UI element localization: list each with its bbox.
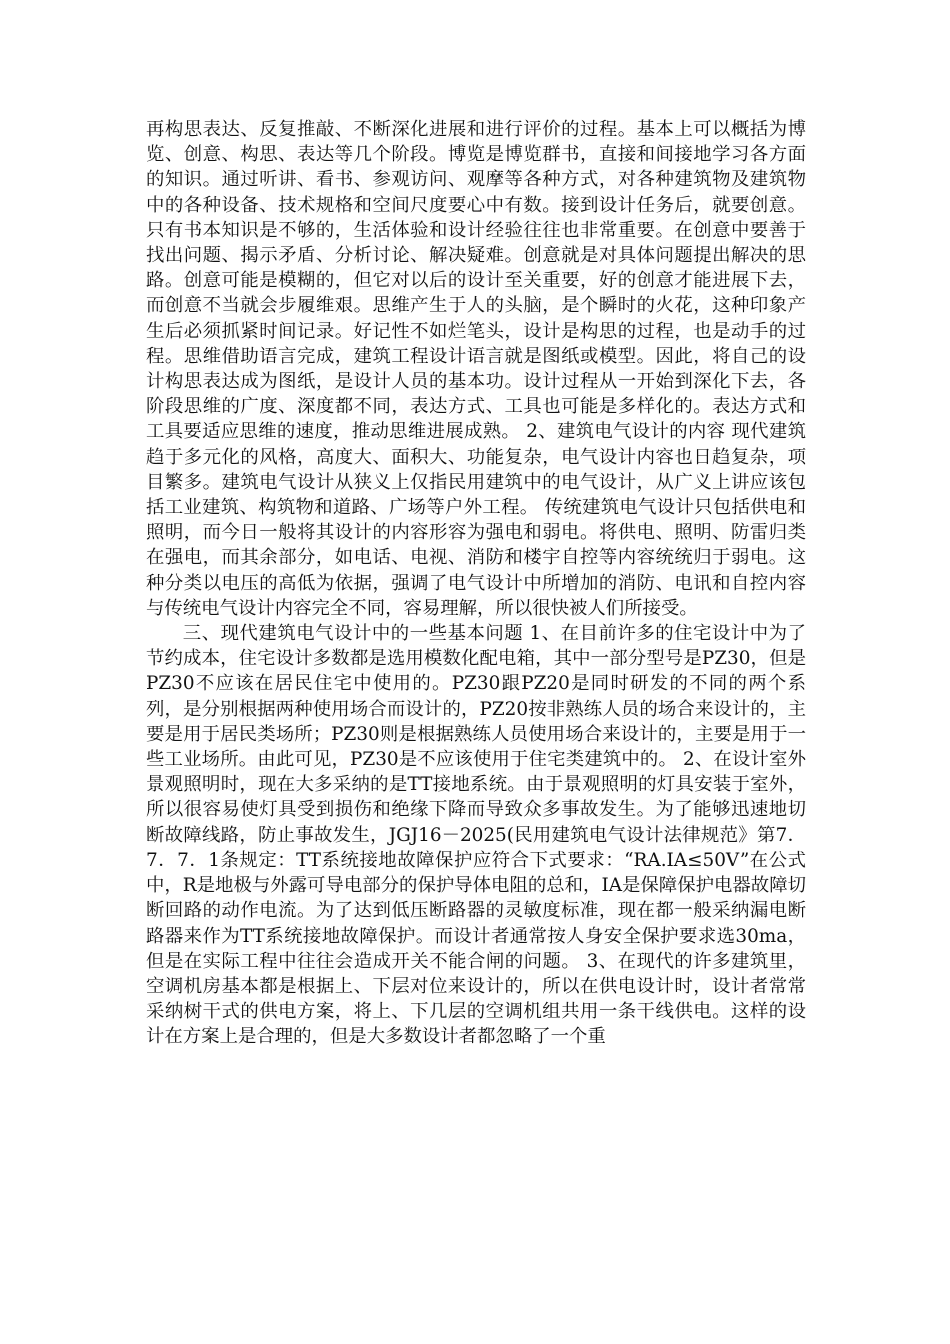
body-text xyxy=(146,117,806,1050)
paragraph-design-process: 再构思表达、反复推敲、不断深化进展和进行评价的过程。基本上可以概括为博览、创意、构思、表达等几个阶段。博览是博览群书，直接和间接地学习各方面的知识。通过听讲、看书、参观访问、观摩等各种方式，对各种建筑物及建筑物中的各种设备、技术规格和空间尺度要心中有数。接到设计任务后，就要创意。只有书本知识是不够的，生活体验和设计经验往往也非常重要。在创意中要善于找出问题、揭示矛盾、分析讨论、解决疑难。创意就是对具体问题提出解决的思路。创意可能是模糊的，但它对以后的设计至关重要，好的创意才能进展下去，而创意不当就会步履维艰。思维产生于人的头脑，是个瞬时的火花，这种印象产生后必须抓紧时间记录。好记性不如烂笔头，设计是构思的过程，也是动手的过程。思维借助语言完成，建筑工程设计语言就是图纸或模型。因此，将自己的设计构思表达成为图纸，是设计人员的基本功。设计过程从一开始到深化下去，各阶段思维的广度、深度都不同，表达方式、工具也可能是多样化的。表达方式和工具要适应思维的速度，推动思维进展成熟。 2、建筑电气设计的内容 现代建筑趋于多元化的风格，高度大、面积大、功能复杂，电气设计内容也日趋复杂，项目繁多。建筑电气设计从狭义上仅指民用建筑中的电气设计，从广义上讲应该包括工业建筑、构筑物和道路、广场等户外工程。 传统建筑电气设计只包括供电和照明，而今日一般将其设计的内容形容为强电和弱电。将供电、照明、防雷归类在强电，而其余部分，如电话、电视、消防和楼宇自控等内容统统归于弱电。这种分类以电压的高低为依据，强调了电气设计中所增加的消防、电讯和自控内容与传统电气设计内容完全不同，容易理解，所以很快被人们所接受。 xyxy=(146,119,806,619)
paragraph-basic-problems: 三、现代建筑电气设计中的一些基本问题 1、在目前许多的住宅设计中为了节约成本，住宅设计多数都是选用模数化配电箱，其中一部分型号是PZ30，但是PZ30不应该在居民住宅中使用的。PZ30跟PZ20是同时研发的不同的两个系列，是分别根据两种使用场合而设计的，PZ20按非熟练人员的场合来设计的，主要是用于居民类场所；PZ30则是根据熟练人员使用场合来设计的，主要是用于一些工业场所。由此可见，PZ30是不应该使用于住宅类建筑中的。 2、在设计室外景观照明时，现在大多采纳的是TT接地系统。由于景观照明的灯具安装于室外，所以很容易使灯具受到损伤和绝缘下降而导致众多事故发生。为了能够迅速地切断故障线路，防止事故发生，JGJ16－2025(民用建筑电气设计法律规范》第7．7．7．1条规定：TT系统接地故障保护应符合下式要求：“RA.IA≤50V”在公式中，R是地极与外露可导电部分的保护导体电阻的总和，IA是保障保护电器故障切断回路的动作电流。为了达到低压断路器的灵敏度标准，现在都一般采纳漏电断路器来作为TT系统接地故障保护。而设计者通常按人身安全保护要求选30ma，但是在实际工程中往往会造成开关不能合闸的问题。 3、在现代的许多建筑里，空调机房基本都是根据上、下层对位来设计的，所以在供电设计时，设计者常常采纳树干式的供电方案，将上、下几层的空调机组共用一条干线供电。这样的设计在方案上是合理的，但是大多数设计者都忽略了一个重 xyxy=(146,623,806,1048)
